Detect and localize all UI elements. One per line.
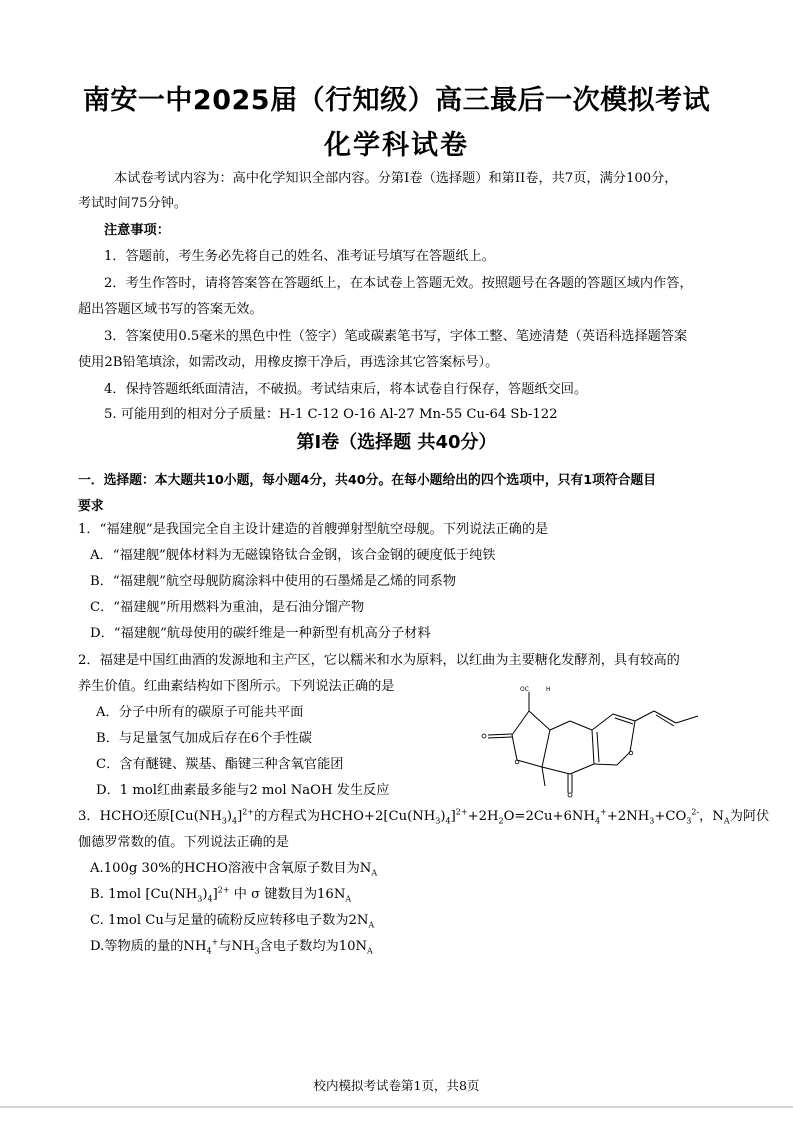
oxygen-atom <box>482 734 486 738</box>
q1-option-b: B．“福建舰”航空母舰防腐涂料中使用的石墨烯是乙烯的同系物 <box>90 574 457 589</box>
note-item-3: 3．答案使用0.5毫米的黑色中性（签字）笔或碳素笔书写，字体工整、笔迹清楚（英语科选择题答案 <box>104 329 688 344</box>
q3-stem-cont: 伽德罗常数的值。下列说法正确的是 <box>78 835 289 850</box>
q3-stem: 3．HCHO还原$[Cu(NH_3)_4]^{2+}$的方程式为$HCHO+2[Cu(NH_3)_4]^{2+}+2H_2O=2Cu+6NH_4^++2NH_3+CO_3^{2-}$，$N_A$为阿伏 <box>78 807 770 826</box>
section-instruction-cont: 要求 <box>78 499 104 514</box>
intro-line-1: 本试卷考试内容为：高中化学知识全部内容。分第Ⅰ卷（选择题）和第II卷，共7页，满分100分， <box>114 171 678 186</box>
section-title: 第Ⅰ卷（选择题 共40分） <box>296 432 497 453</box>
propenyl-bond <box>654 711 676 723</box>
pyran-double-bond <box>615 718 633 724</box>
note-item-2: 2．考生作答时，请将答案答在答题纸上，在本试卷上答题无效。按照题号在各题的答题区域内作答， <box>104 276 693 291</box>
notes-heading: 注意事项： <box>104 223 170 238</box>
q2-stem-cont: 养生价值。红曲素结构如下图所示。下列说法正确的是 <box>78 679 395 694</box>
ring-bond <box>542 767 570 774</box>
note-item-1: 1．答题前，考生务必先将自己的姓名、准考证号填写在答题纸上。 <box>104 249 495 264</box>
pyran-bond <box>592 714 613 730</box>
exam-title: 南安一中2025届（行知级）高三最后一次模拟考试 <box>82 85 711 116</box>
q3-option-a: A.100g 30%的HCHO溶液中含氧原子数目为$N_A$ <box>90 861 378 878</box>
exam-subject-title: 化学科试卷 <box>324 130 469 161</box>
q1-stem: 1．“福建舰”是我国完全自主设计建造的首艘弹射型航空母舰。下列说法正确的是 <box>78 522 549 537</box>
oxygen-atom <box>568 793 572 797</box>
q2-stem: 2．福建是中国红曲酒的发源地和主产区，它以糯米和水为原料，以红曲为主要糖化发酵剂，具有较高的 <box>78 653 680 668</box>
lactone-bond <box>512 735 517 760</box>
q2-option-c: C．含有醚键、羰基、酯键三种含氧官能团 <box>96 757 344 772</box>
lactone-bond <box>529 711 550 730</box>
ring-bond <box>570 721 592 730</box>
note-item-2-cont: 超出答题区域书写的答案无效。 <box>78 302 263 317</box>
ring-double-bond <box>597 732 599 762</box>
ring-bond <box>592 730 594 764</box>
q3-option-c: C. 1mol Cu与足量的硫粉反应转移电子数为$2N_A$ <box>90 913 375 930</box>
note-item-4: 4．保持答题纸纸面清洁，不破损。考试结束后，将本试卷自行保存，答题纸交回。 <box>104 382 588 397</box>
monascin-structure-figure <box>470 678 710 808</box>
carbonyl-bond <box>488 734 512 735</box>
lactone-bond <box>542 730 550 767</box>
carbonyl-bond <box>488 737 512 738</box>
propenyl-bond <box>635 711 654 721</box>
pyran-bond <box>613 714 635 721</box>
intro-line-2: 考试时间75分钟。 <box>78 196 188 211</box>
section-instruction: 一．选择题：本大题共10小题，每小题4分，共40分。在每小题给出的四个选项中，只有1项符合题目 <box>78 473 657 488</box>
q2-option-a: A．分子中所有的碳原子可能共平面 <box>96 705 304 720</box>
ring-bond <box>570 764 594 774</box>
q3-option-d: D.等物质的量的$NH_4^+$与$NH_3$含电子数均为$10N_A$ <box>90 937 373 956</box>
q2-option-d: D．1 mol红曲素最多能与2 mol NaOH 发生反应 <box>96 783 390 798</box>
methyl-bond <box>542 767 545 786</box>
propenyl-bond <box>676 716 698 723</box>
page-footer: 校内模拟考试卷第1页，共8页 <box>313 1078 480 1093</box>
oxygen-atom <box>515 760 519 764</box>
pyran-bond <box>617 752 630 765</box>
bottom-rule <box>0 1106 793 1108</box>
q1-option-a: A．“福建舰”舰体材料为无磁镍铬钛合金钢，该合金钢的硬度低于纯铁 <box>90 548 496 563</box>
lactone-bond <box>512 711 529 735</box>
pyran-bond <box>630 721 635 752</box>
pyran-bond <box>594 764 617 765</box>
figure-label-left: OC <box>520 686 529 693</box>
q1-option-c: C．“福建舰”所用燃料为重油，是石油分馏产物 <box>90 600 365 615</box>
note-item-5: 5. 可能用到的相对分子质量：H-1 C-12 O-16 Al-27 Mn-55 Cu-64 Sb-122 <box>104 407 558 422</box>
oxygen-atom <box>629 751 633 755</box>
lactone-bond <box>517 760 542 767</box>
q3-option-b: B. 1mol $[Cu(NH_3)_4]^{2+}$ 中 σ 键数目为$16N_A$ <box>90 885 352 904</box>
figure-label-right: H <box>546 686 551 693</box>
q1-option-d: D．“福建舰”航母使用的碳纤维是一种新型有机高分子材料 <box>90 626 431 641</box>
q2-option-b: B．与足量氢气加成后存在6个手性碳 <box>96 731 312 746</box>
note-item-3-cont: 使用2B铅笔填涂，如需改动，用橡皮擦干净后，再选涂其它答案标号）。 <box>78 355 499 370</box>
ring-bond <box>550 721 570 730</box>
